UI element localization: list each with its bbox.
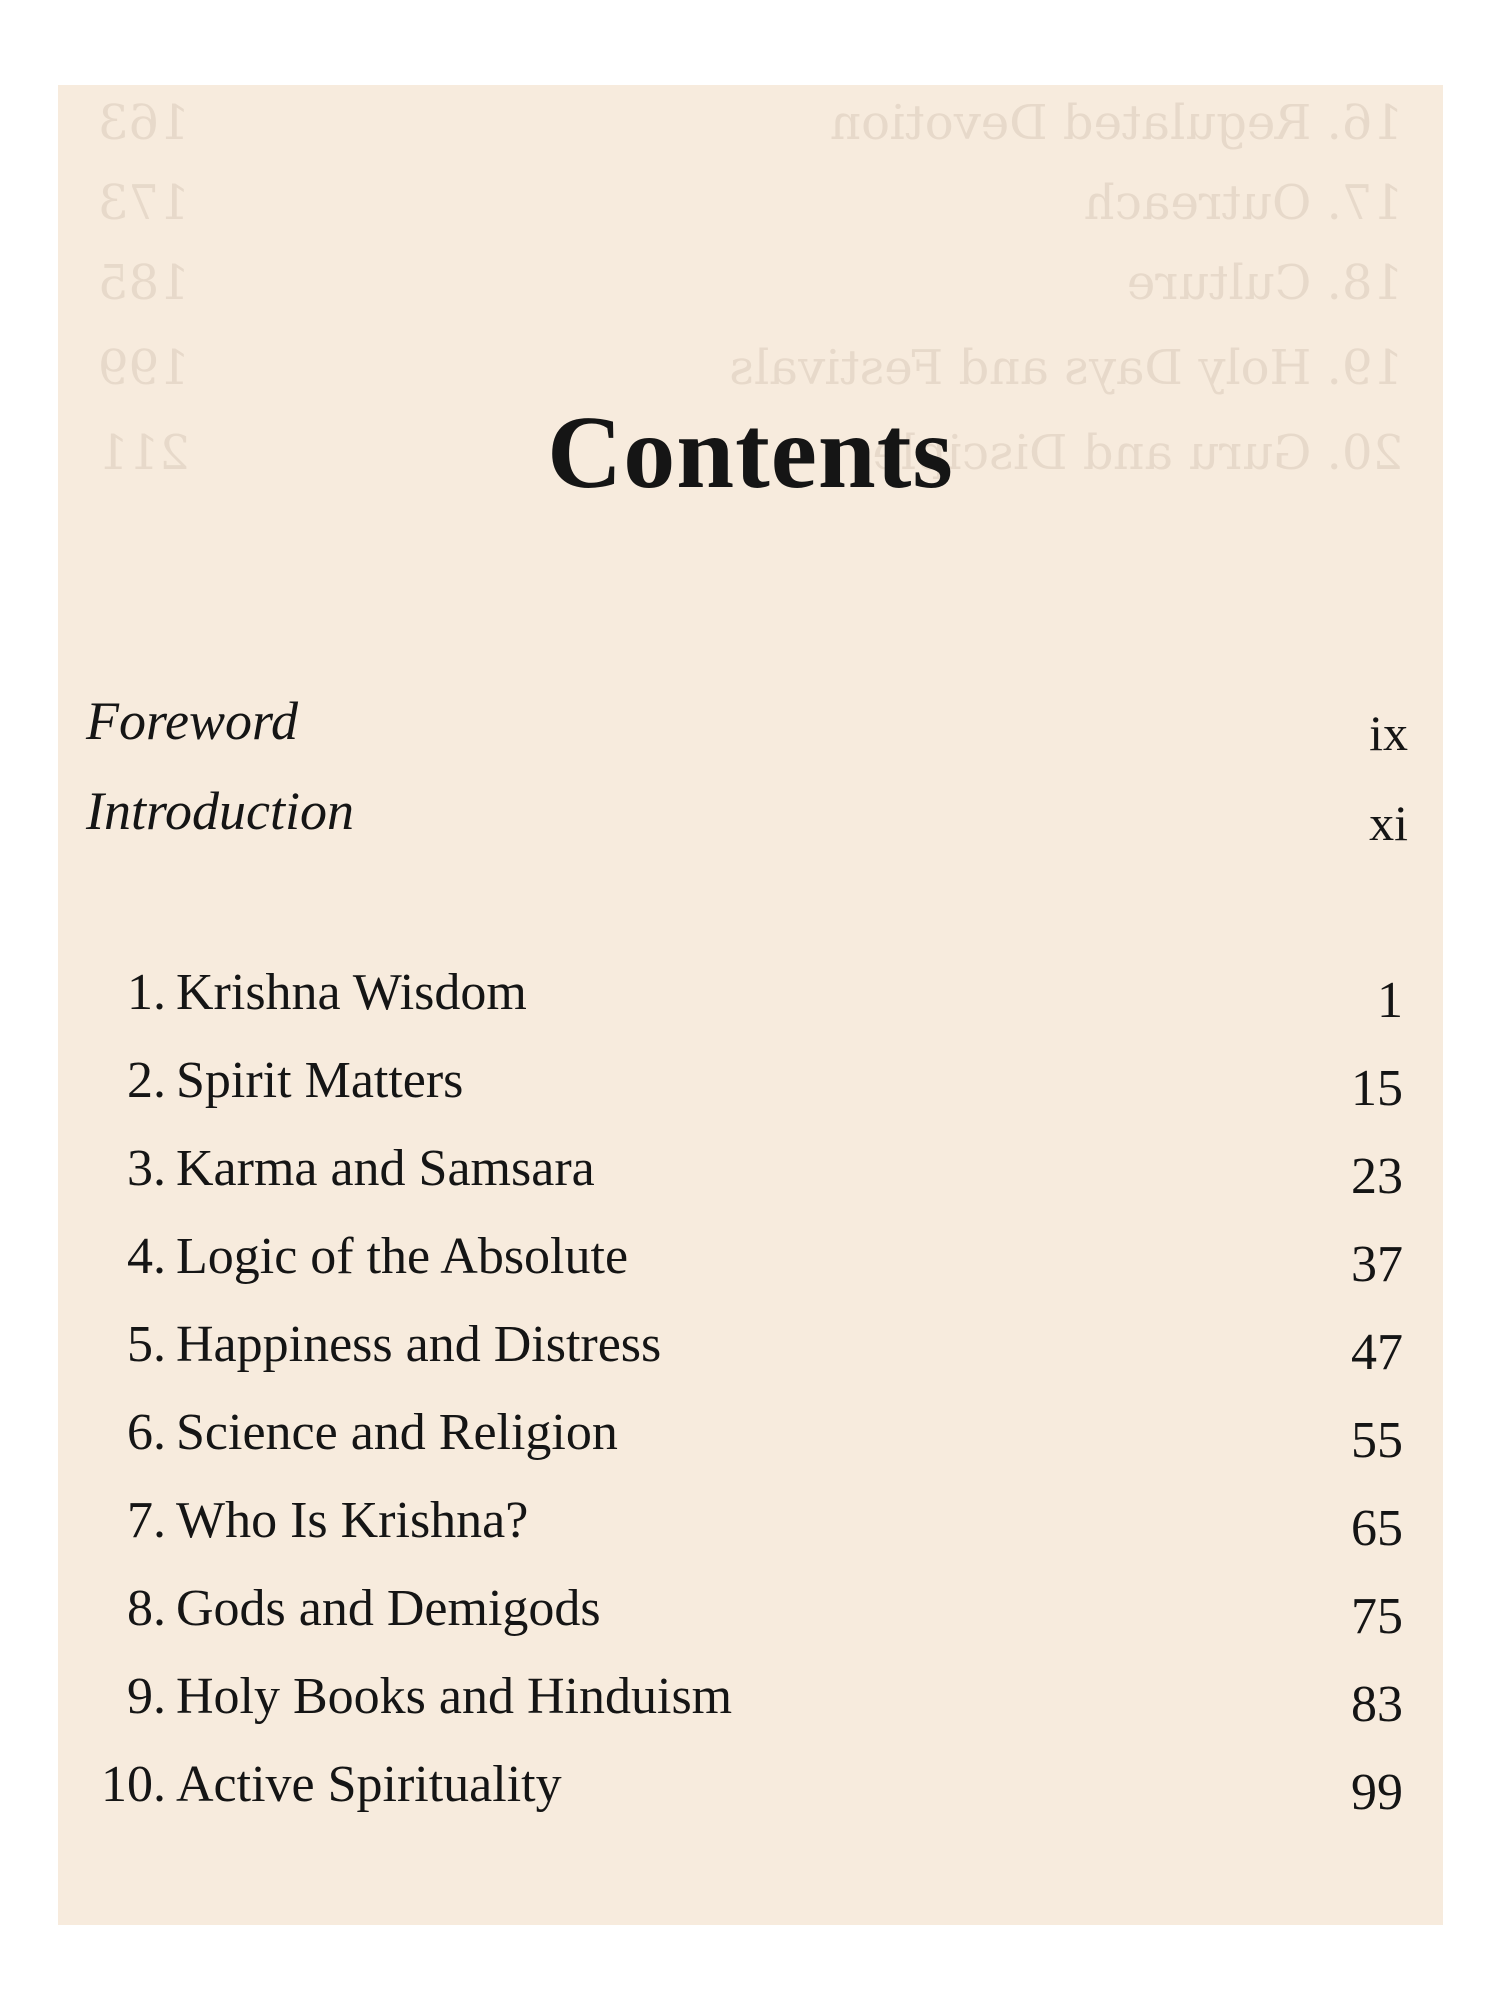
chapter-number: 10. bbox=[101, 1756, 166, 1813]
chapter-title: Who Is Krishna? bbox=[176, 1492, 529, 1549]
chapter-title: Gods and Demigods bbox=[176, 1580, 601, 1637]
chapter-title: Logic of the Absolute bbox=[176, 1228, 629, 1285]
chapter-number: 3. bbox=[127, 1140, 166, 1197]
chapter-title: Happiness and Distress bbox=[176, 1316, 662, 1373]
chapter-page: 65 bbox=[1351, 1500, 1403, 1557]
chapter-number: 5. bbox=[127, 1316, 166, 1373]
chapter-title: Spirit Matters bbox=[176, 1052, 464, 1109]
chapter-page: 1 bbox=[1377, 972, 1403, 1029]
bleed-through-text: 16. Regulated Devotion 17. Outreach 18. Culture 19. Holy Days and Festivals 20. Guru and Disciple 163 173 185 199 211 bbox=[98, 95, 1403, 481]
toc-chapter-4[interactable] bbox=[58, 1227, 1403, 1293]
chapter-page: 75 bbox=[1351, 1588, 1403, 1645]
chapter-number: 7. bbox=[127, 1492, 166, 1549]
chapter-page: 83 bbox=[1351, 1676, 1403, 1733]
chapter-title: Karma and Samsara bbox=[176, 1140, 595, 1197]
toc-chapter-8[interactable] bbox=[58, 1579, 1403, 1645]
toc-chapter-2[interactable] bbox=[58, 1051, 1403, 1117]
chapter-title: Active Spirituality bbox=[176, 1756, 562, 1813]
toc-entry-label: Introduction bbox=[86, 781, 354, 841]
chapter-title: Holy Books and Hinduism bbox=[176, 1668, 733, 1725]
chapter-number: 1. bbox=[127, 964, 166, 1021]
chapter-number: 8. bbox=[127, 1580, 166, 1637]
chapter-number: 6. bbox=[127, 1404, 166, 1461]
chapter-title: Krishna Wisdom bbox=[176, 964, 527, 1021]
chapter-page: 99 bbox=[1351, 1764, 1403, 1821]
chapter-page: 15 bbox=[1351, 1060, 1403, 1117]
chapter-title: Science and Religion bbox=[176, 1404, 618, 1461]
toc-entry-label: Foreword bbox=[86, 691, 298, 751]
toc-entry-introduction[interactable] bbox=[86, 780, 1408, 851]
chapter-page: 23 bbox=[1351, 1148, 1403, 1205]
page-title: Contents bbox=[547, 394, 954, 510]
toc-chapter-1[interactable] bbox=[58, 963, 1403, 1029]
chapter-number: 2. bbox=[127, 1052, 166, 1109]
toc-entry-page: ix bbox=[1369, 705, 1408, 761]
chapter-page: 47 bbox=[1351, 1324, 1403, 1381]
toc-chapter-7[interactable] bbox=[58, 1491, 1403, 1557]
chapter-page: 55 bbox=[1351, 1412, 1403, 1469]
toc-entry-page: xi bbox=[1369, 795, 1408, 851]
book-page bbox=[58, 85, 1443, 1925]
toc-chapter-9[interactable] bbox=[58, 1667, 1403, 1733]
toc-chapter-10[interactable] bbox=[58, 1755, 1403, 1821]
toc-chapter-6[interactable] bbox=[58, 1403, 1403, 1469]
chapter-number: 4. bbox=[127, 1228, 166, 1285]
toc-chapter-5[interactable] bbox=[58, 1315, 1403, 1381]
toc-entry-foreword[interactable] bbox=[86, 690, 1408, 761]
toc-chapter-3[interactable] bbox=[58, 1139, 1403, 1205]
chapter-page: 37 bbox=[1351, 1236, 1403, 1293]
chapter-number: 9. bbox=[127, 1668, 166, 1725]
